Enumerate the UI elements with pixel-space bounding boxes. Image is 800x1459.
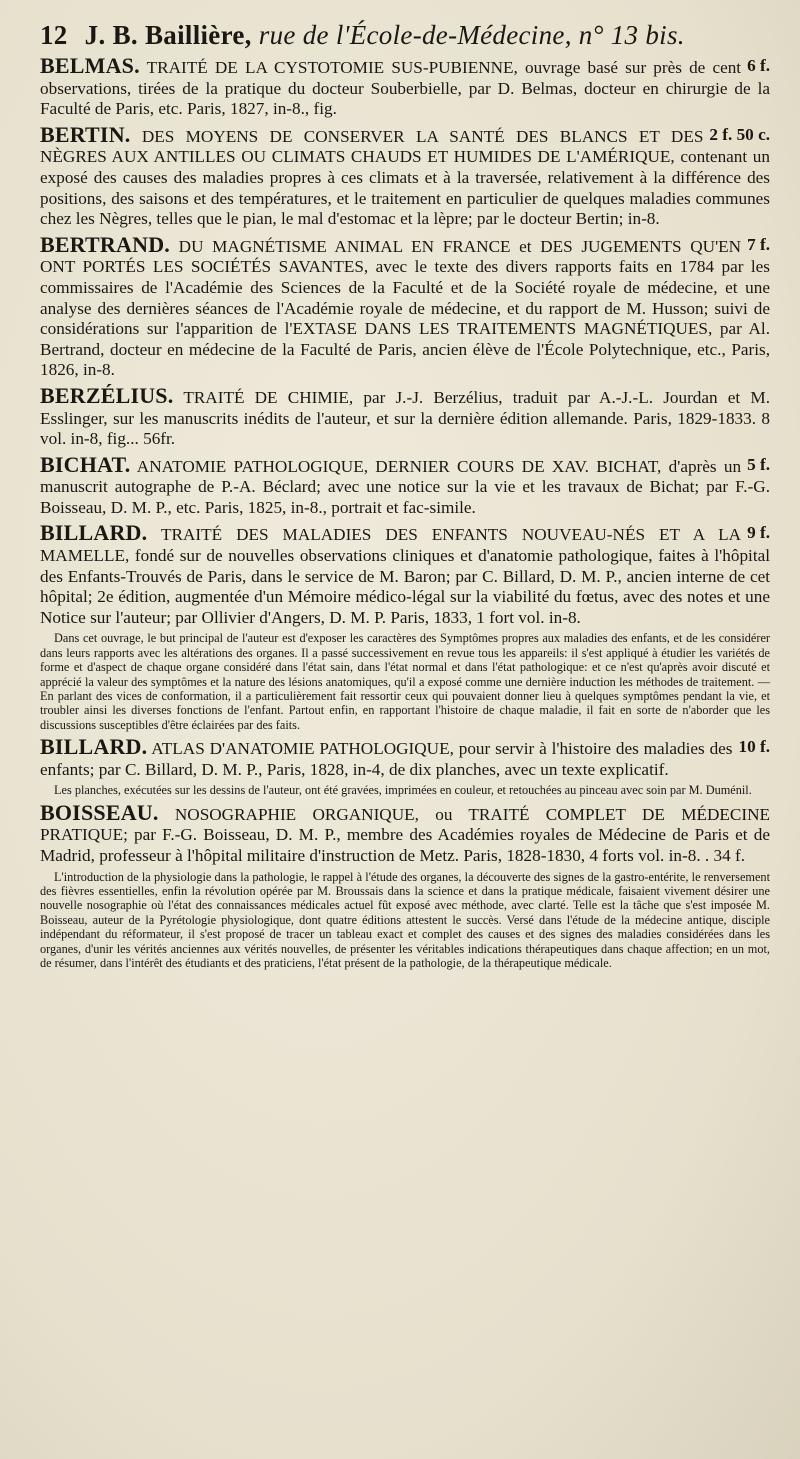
entry-note: L'introduction de la physiologie dans la pathologie, le rappel à l'étude des organes, la découverte des signes de la gastro-entérite, le renversement des fièvres essentielles, enfin la révolution opérée par M. Broussais dans la science et dans la pratique médicale, faisaient vivement désirer une nouvelle nosographie où l'état des connaissances médicales actuel fût exposé avec méthode, avec clarté. Telle est la tâche que s'est imposée M. Boisseau, auteur de la Pyrétologie physiologique, dont quatre éditions attestent le succès. Versé dans l'étude de la médecine antique, disciple indépendant du réformateur, il s'est proposé de tracer un tableau exact et complet des causes et des signes des maladies considérées dans les organes, d'unir les vérités anciennes aux vérités nouvelles, de présenter les véritables indications thérapeutiques dans chaque affection; en un mot, de résumer, dans l'intérêt des étudiants et des praticiens, l'état présent de la pathologie, de la thérapeutique médicale. [40, 869, 770, 971]
catalogue-entry [40, 799, 771, 971]
catalogue-entry [40, 53, 770, 120]
entry-description: TRAITÉ DE CHIMIE, par J.-J. Berzélius, traduit par A.-J.-L. Jourdan et M. Esslinger, sur les manuscrits inédits de l'auteur, et sur la dernière édition allemande. Paris, 1829-1833. 8 vol. in-8, fig... 56fr. [40, 387, 770, 449]
page-number: 12 [40, 20, 68, 50]
catalogue-entry [40, 382, 770, 450]
entry-price: 2 f. 50 c. [709, 124, 770, 144]
catalogue-entry [40, 451, 770, 519]
entry-author: BICHAT. [40, 451, 131, 477]
entry-author: BERTIN. [40, 121, 131, 147]
publisher-name: J. B. Baillière, [84, 20, 252, 50]
publisher-address: rue de l'École-de-Médecine, n° 13 bis. [258, 20, 685, 50]
entry-note: Les planches, exécutées sur les dessins de l'auteur, ont été gravées, imprimées en couleur, et retouchées au pinceau avec soin par M. Duménil. [54, 783, 752, 798]
entry-description: DES MOYENS DE CONSERVER LA SANTÉ DES BLANCS ET DES NÈGRES AUX ANTILLES OU CLIMATS CHAUDS ET HUMIDES DE L'AMÉRIQUE, contenant un exposé des causes des maladies propres à ces climats et à la traversée, relativement à la différence des positions, des saisons et des températures, et le traitement en particulier de quelques maladies communes chez les Nègres, telles que le pian, le mal d'estomac et la lèpre; par le docteur Bertin; in-8. [40, 126, 770, 229]
entry-author: BILLARD. [40, 520, 148, 546]
entry-author: BOISSEAU. [40, 799, 159, 825]
entry-price: 6 f. [747, 56, 770, 75]
entry-author: BILLARD. [40, 734, 148, 760]
catalogue-entry [40, 734, 770, 798]
catalogue-entry [40, 520, 770, 732]
entry-description: ATLAS D'ANATOMIE PATHOLOGIQUE, pour servir à l'histoire des maladies des enfants; par C. Billard, D. M. P., Paris, 1828, in-4, de dix planches, avec un texte explicatif. [40, 739, 733, 779]
entry-description: NOSOGRAPHIE ORGANIQUE, ou TRAITÉ COMPLET DE MÉDECINE PRATIQUE; par F.-G. Boisseau, D. M. P., membre des Académies royales de Médecine de Paris et de Madrid, professeur à l'hôpital militaire d'instruction de Metz. Paris, 1828-1830, 4 forts vol. in-8. . 34 f. [40, 804, 771, 866]
entry-price: 9 f. [747, 523, 770, 543]
entry-price: 7 f. [747, 234, 770, 254]
entry-author: BERTRAND. [40, 231, 170, 257]
entry-author: BELMAS. [40, 53, 140, 78]
entry-price: 5 f. [747, 454, 770, 474]
entry-description: ANATOMIE PATHOLOGIQUE, DERNIER COURS DE XAV. BICHAT, d'après un manuscrit autographe de P.-A. Béclard; avec une notice sur la vie et les travaux de Bichat; par F.-G. Boisseau, D. M. P., etc. Paris, 1825, in-8., portrait et fac-simile. [40, 456, 770, 517]
catalogue-entry [40, 121, 770, 230]
entry-description: TRAITÉ DES MALADIES DES ENFANTS NOUVEAU-NÉS ET A LA MAMELLE, fondé sur de nouvelles observations cliniques et d'anatomie pathologique, faites à l'hôpital des Enfants-Trouvés de Paris, dans le service de M. Baron; par C. Billard, D. M. P., ancien interne de cet hôpital; 2e édition, augmentée d'un Mémoire médico-légal sur la viabilité du fœtus, avec des notes et une Notice sur l'auteur; par Ollivier d'Angers, D. M. P. Paris, 1833, 1 fort vol. in-8. [40, 525, 770, 627]
entry-note: Dans cet ouvrage, le but principal de l'auteur est d'exposer les caractères des Symptômes propres aux maladies des enfants, et de les considérer dans leurs rapports avec les altérations des organes. Il a passé successivement en revue tous les appareils: il s'est appliqué à étudier les variétés de forme et d'aspect de chaque organe considéré dans l'état sain, dans l'état normal et dans l'état pathologique: et ce n'est qu'après avoir discuté et apprécié la valeur des symptômes et la nature des lésions anatomiques, qu'il a exposé comme une dernière induction les méthodes de traitement. — En parlant des vices de conformation, il a particulièrement fait ressortir ceux qui pouvaient donner lieu à quelques symptômes pendant la vie, et troubler ainsi les diverses fonctions de l'enfant. Partout enfin, en rapportant l'histoire de chaque maladie, il fait en sorte de n'aborder que les discussions susceptibles d'être éclairées par des faits. [40, 631, 770, 732]
entry-description: TRAITÉ DE LA CYSTOTOMIE SUS-PUBIENNE, ouvrage basé sur près de cent observations, tirées de la pratique du docteur Souberbielle, par D. Belmas, docteur en chirurgie de la Faculté de Paris, etc. Paris, 1827, in-8., fig. [40, 58, 770, 119]
running-head [40, 20, 770, 50]
entry-author: BERZÉLIUS. [40, 382, 174, 408]
entry-price: 10 f. [738, 737, 770, 757]
entry-description: DU MAGNÉTISME ANIMAL EN FRANCE et DES JUGEMENTS QU'EN ONT PORTÉS LES SOCIÉTÉS SAVANTES, avec le texte des divers rapports faits en 1784 par les commissaires de l'Académie des Sciences de la Faculté et de la Société royale de médecine, et une analyse des dernières séances de l'Académie royale de médecine, et du rapport de M. Husson; suivi de considérations sur l'apparition de l'EXTASE DANS LES TRAITEMENTS MAGNÉTIQUES, par Al. Bertrand, docteur en médecine de la Faculté de Paris, ancien élève de l'École Polytechnique, etc., Paris, 1826, in-8. [40, 236, 770, 380]
catalogue-entry [40, 231, 770, 381]
